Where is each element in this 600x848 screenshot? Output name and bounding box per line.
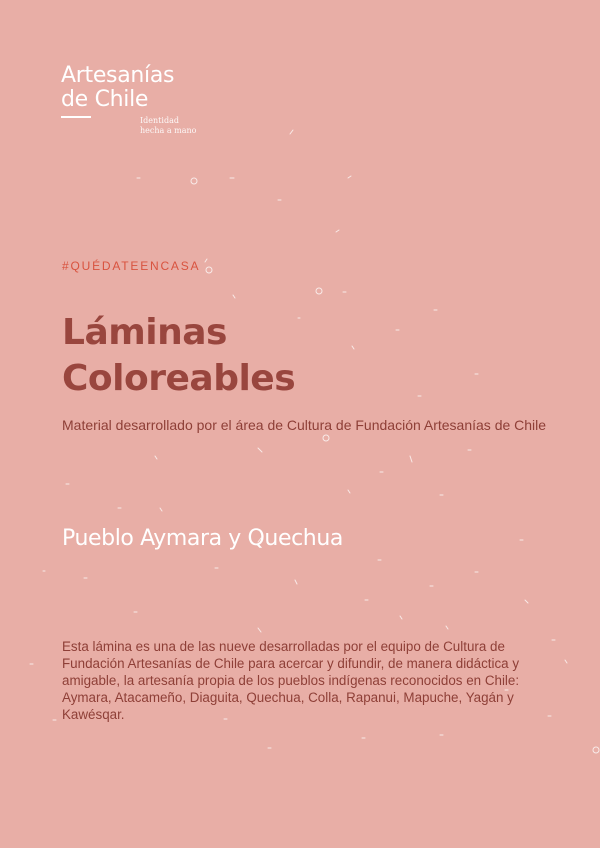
people-heading: Pueblo Aymara y Quechua <box>62 526 343 551</box>
tagline-line-1: Identidad <box>140 116 179 125</box>
brand-logo <box>61 64 174 112</box>
logo-underline <box>61 116 91 118</box>
hashtag-label: #QUÉDATEENCASA <box>62 259 201 273</box>
page-title <box>62 310 295 402</box>
logo-line-1: Artesanías <box>61 63 175 88</box>
title-line-1: Láminas <box>62 312 227 353</box>
logo-tagline <box>140 116 196 136</box>
page-subtitle: Material desarrollado por el área de Cultura de Fundación Artesanías de Chile <box>62 417 547 433</box>
logo-line-2: de Chile <box>61 87 149 112</box>
tagline-line-2: hecha a mano <box>140 126 197 135</box>
title-line-2: Coloreables <box>62 358 296 399</box>
description-paragraph: Esta lámina es una de las nueve desarrolladas por el equipo de Cultura de Fundación Artesanías de Chile para acercar y difundir, de manera didáctica y amigable, la artesanía propia de los pueblos indígenas reconocidos en Chile: Aymara, Atacameño, Diaguita, Quechua, Colla, Rapanui, Mapuche, Yagán y Kawésqar. <box>62 639 520 722</box>
